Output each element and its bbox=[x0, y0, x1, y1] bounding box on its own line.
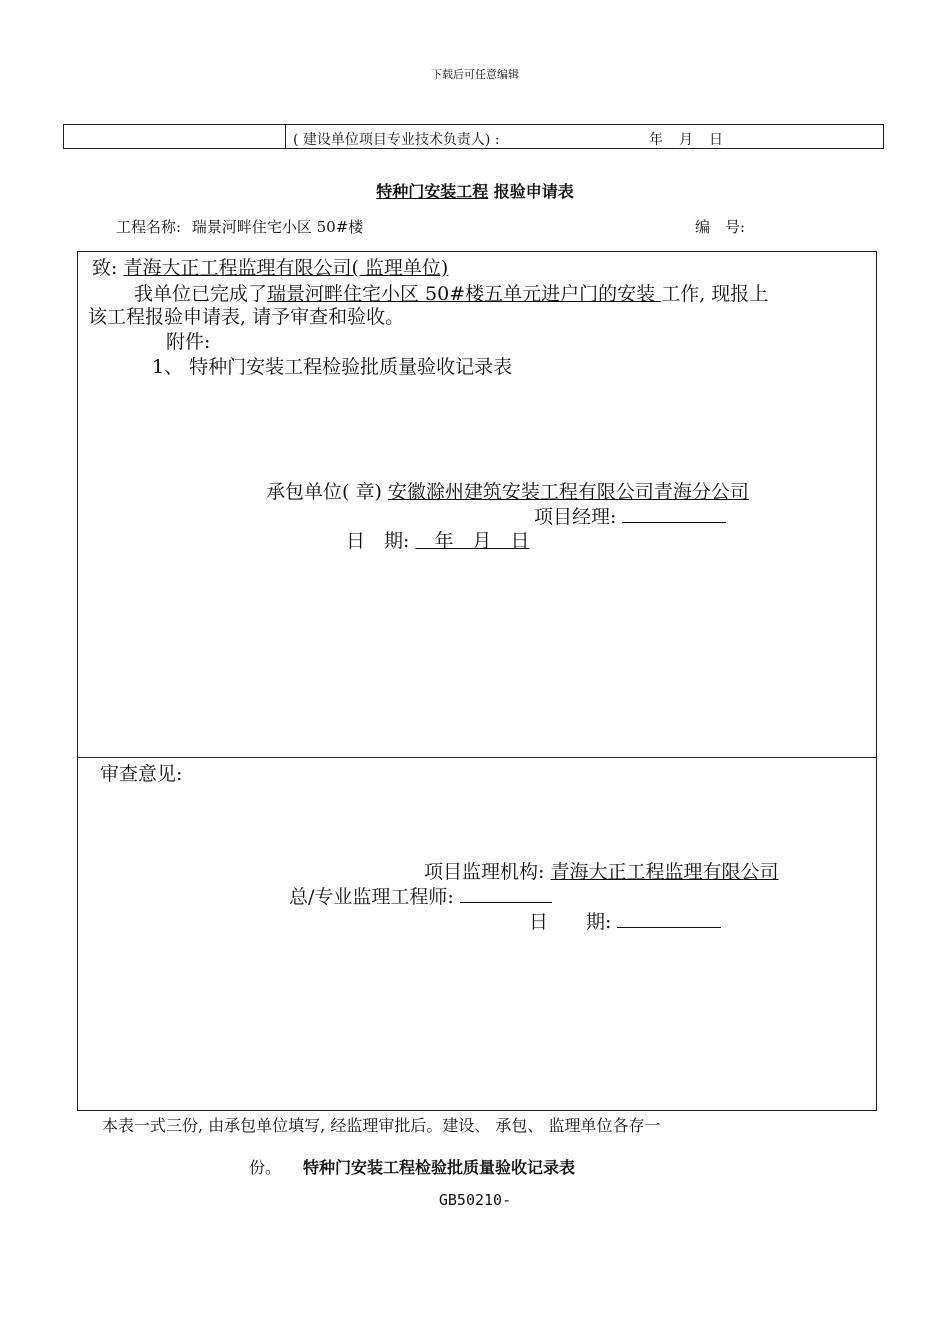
statement-line-2: 该工程报验申请表, 请予审查和验收。 bbox=[88, 306, 405, 328]
review-opinion-label: 审查意见: bbox=[100, 763, 183, 785]
form-number-label: 编 号: bbox=[695, 218, 746, 236]
review-date-label: 日 期: bbox=[529, 911, 612, 933]
contractor-label: 承包单位( 章) bbox=[266, 481, 382, 503]
application-box bbox=[77, 251, 877, 1111]
contractor-value: 安徽滁州建筑安装工程有限公司青海分公司 bbox=[387, 481, 749, 503]
project-manager-signature-blank bbox=[622, 504, 726, 523]
form-title-rest: 报验申请表 bbox=[488, 182, 574, 201]
footer-line-2 bbox=[249, 1155, 575, 1178]
project-name-line bbox=[116, 216, 363, 237]
statement-prefix: 我单位已完成了 bbox=[134, 283, 268, 305]
supervision-org-label: 项目监理机构: bbox=[424, 861, 545, 883]
completed-work: 瑞景河畔住宅小区 50#楼五单元进户门的安装 bbox=[267, 283, 662, 305]
next-form-title: 特种门安装工程检验批质量验收记录表 bbox=[303, 1158, 576, 1177]
application-date-label: 日 期: bbox=[346, 530, 410, 552]
addressee-value: 青海大正工程监理有限公司( 监理单位) bbox=[123, 257, 449, 279]
engineer-label: 总/专业监理工程师: bbox=[289, 886, 454, 908]
signature-table-empty-cell bbox=[64, 125, 286, 148]
section-divider bbox=[78, 757, 876, 758]
form-title-main: 特种门安装工程 bbox=[376, 182, 489, 201]
project-manager-line bbox=[534, 502, 726, 529]
contractor-line bbox=[266, 477, 749, 504]
application-date-value: 年 月 日 bbox=[415, 530, 530, 552]
engineer-signature-blank bbox=[460, 884, 552, 903]
responsible-person-label: ( 建设单位项目专业技术负责人) : bbox=[293, 132, 500, 148]
engineer-line bbox=[289, 882, 552, 909]
supervision-org-value: 青海大正工程监理有限公司 bbox=[550, 861, 779, 883]
project-name-value: 瑞景河畔住宅小区 50#楼 bbox=[191, 218, 364, 236]
application-date-line bbox=[346, 526, 621, 553]
attachment-item: 1、 特种门安装工程检验批质量验收记录表 bbox=[152, 356, 513, 378]
footer-note: 本表一式三份, 由承包单位填写, 经监理审批后。建设、 承包、 监理单位各存一 bbox=[102, 1116, 661, 1135]
review-date-line bbox=[529, 907, 721, 934]
addressee-label: 致: bbox=[92, 257, 118, 279]
review-date-blank bbox=[617, 909, 721, 928]
project-manager-label: 项目经理: bbox=[534, 506, 617, 528]
standard-code: GB50210- bbox=[438, 1191, 512, 1209]
footer-note-continued: 份。 bbox=[249, 1158, 282, 1177]
supervision-org-line bbox=[424, 857, 778, 884]
header-note: 下载后可任意编辑 bbox=[431, 68, 519, 81]
signature-date: 年 月 日 bbox=[649, 132, 724, 148]
form-title bbox=[0, 179, 950, 202]
signature-table-row bbox=[63, 124, 884, 149]
project-name-label: 工程名称: bbox=[116, 218, 182, 236]
statement-suffix: 工作, 现报上 bbox=[661, 283, 769, 305]
addressee-line bbox=[92, 253, 448, 280]
attachment-label: 附件: bbox=[166, 331, 211, 353]
